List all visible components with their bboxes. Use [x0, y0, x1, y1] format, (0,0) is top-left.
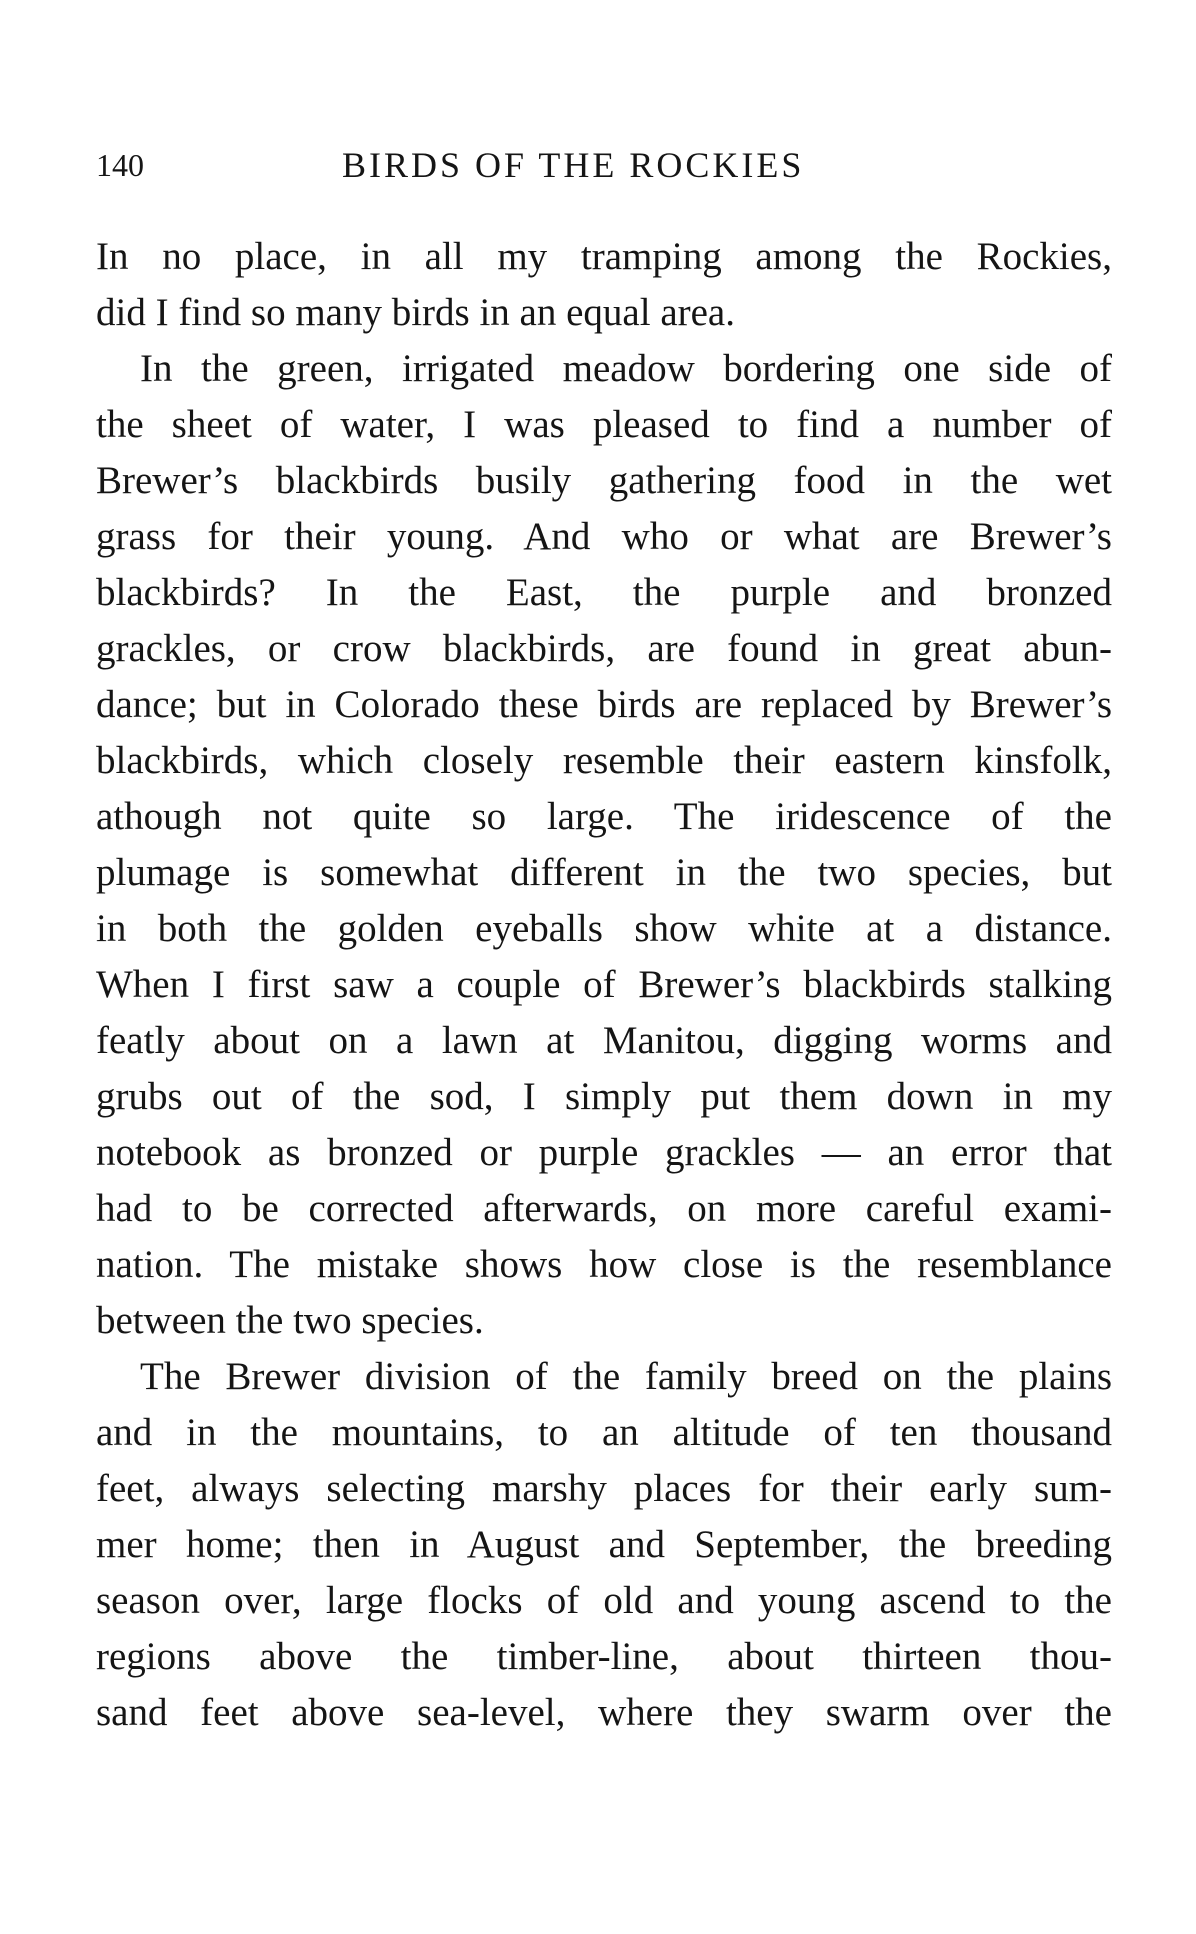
text-line: season over, large flocks of old and young ascend to the	[96, 1579, 1112, 1622]
text-line: When I first saw a couple of Brewer’s blackbirds stalking	[96, 963, 1112, 1006]
text-line: blackbirds, which closely resemble their eastern kinsfolk,	[96, 739, 1112, 782]
text-line: sand feet above sea-level, where they swarm over the	[96, 1691, 1112, 1734]
text-line: Brewer’s blackbirds busily gathering food in the wet	[96, 459, 1112, 502]
text-line: The Brewer division of the family breed on the plains	[140, 1355, 1112, 1398]
text-line: grass for their young. And who or what are Brewer’s	[96, 515, 1112, 558]
text-line: featly about on a lawn at Manitou, digging worms and	[96, 1019, 1112, 1062]
text-line: mer home; then in August and September, the breeding	[96, 1523, 1112, 1566]
paragraph-2	[96, 341, 1112, 1349]
running-title: BIRDS OF THE ROCKIES	[342, 145, 805, 185]
text-line: grubs out of the sod, I simply put them down in my	[96, 1075, 1112, 1118]
text-line: and in the mountains, to an altitude of ten thousand	[96, 1411, 1112, 1454]
page-header	[96, 143, 1096, 187]
text-line: had to be corrected afterwards, on more careful exami-	[96, 1187, 1112, 1230]
text-line: did I find so many birds in an equal area.	[96, 291, 735, 334]
text-line: feet, always selecting marshy places for their early sum-	[96, 1467, 1112, 1510]
text-line: plumage is somewhat different in the two species, but	[96, 851, 1112, 894]
paragraph-1	[96, 229, 1112, 341]
text-line: blackbirds? In the East, the purple and bronzed	[96, 571, 1112, 614]
text-line: In the green, irrigated meadow bordering one side of	[140, 347, 1112, 390]
paragraph-3	[96, 1349, 1112, 1741]
text-line: between the two species.	[96, 1299, 484, 1342]
text-line: grackles, or crow blackbirds, are found in great abun-	[96, 627, 1112, 670]
text-line: athough not quite so large. The iridescence of the	[96, 795, 1112, 838]
body-text	[96, 229, 1112, 1741]
text-line: In no place, in all my tramping among the Rockies,	[96, 235, 1112, 278]
text-line: dance; but in Colorado these birds are replaced by Brewer’s	[96, 683, 1112, 726]
text-line: nation. The mistake shows how close is the resemblance	[96, 1243, 1112, 1286]
text-line: notebook as bronzed or purple grackles — an error that	[96, 1131, 1112, 1174]
text-line: in both the golden eyeballs show white at a distance.	[96, 907, 1112, 950]
page-number: 140	[96, 147, 144, 183]
text-line: the sheet of water, I was pleased to find a number of	[96, 403, 1112, 446]
text-line: regions above the timber-line, about thirteen thou-	[96, 1635, 1112, 1678]
